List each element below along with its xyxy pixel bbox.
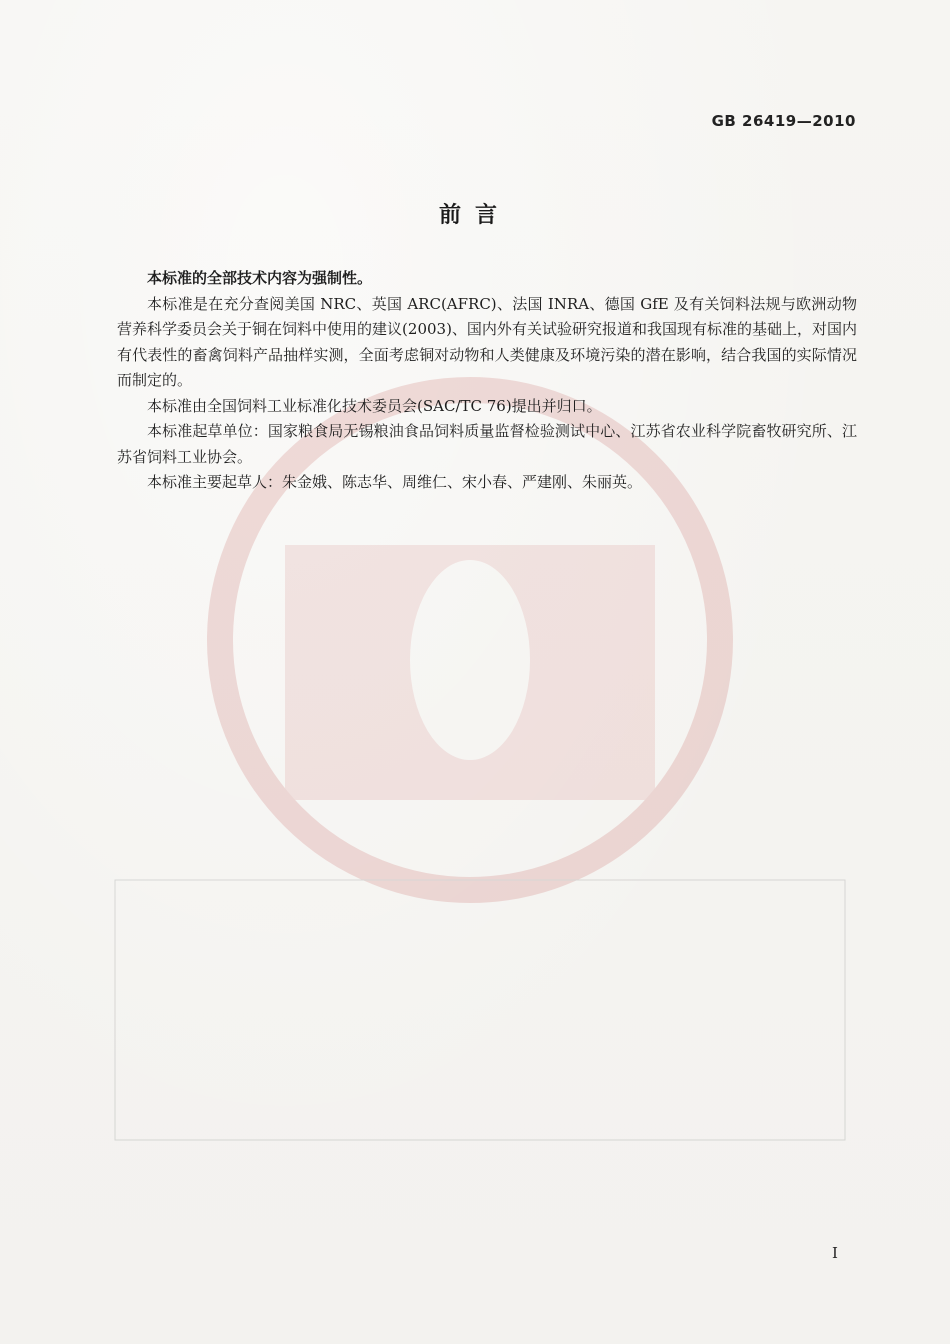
paragraph-drafting-units: 本标准起草单位：国家粮食局无锡粮油食品饲料质量监督检验测试中心、江苏省农业科学院畜牧研究所、江苏省饲料工业协会。	[117, 422, 857, 466]
standard-number: GB 26419—2010	[711, 112, 856, 130]
paragraph-mandatory-statement: 本标准的全部技术内容为强制性。	[147, 269, 373, 287]
paragraph-drafters: 本标准主要起草人：朱金娥、陈志华、周维仁、宋小春、严建刚、朱丽英。	[147, 473, 643, 491]
page-number: I	[832, 1244, 838, 1262]
paragraph-basis: 本标准是在充分查阅美国 NRC、英国 ARC(AFRC)、法国 INRA、德国 GfE 及有关饲料法规与欧洲动物营养科学委员会关于铜在饲料中使用的建议(2003)、国内外有关试验研究报道和我国现有标准的基础上，对国内有代表性的畜禽饲料产品抽样实测，全面考虑铜对动物和人类健康及环境污染的潜在影响，结合我国的实际情况而制定的。	[117, 294, 857, 389]
paragraph-proposed-by: 本标准由全国饲料工业标准化技术委员会(SAC/TC 76)提出并归口。	[147, 396, 602, 415]
preface-body	[117, 266, 857, 496]
preface-title: 前言	[438, 203, 511, 228]
